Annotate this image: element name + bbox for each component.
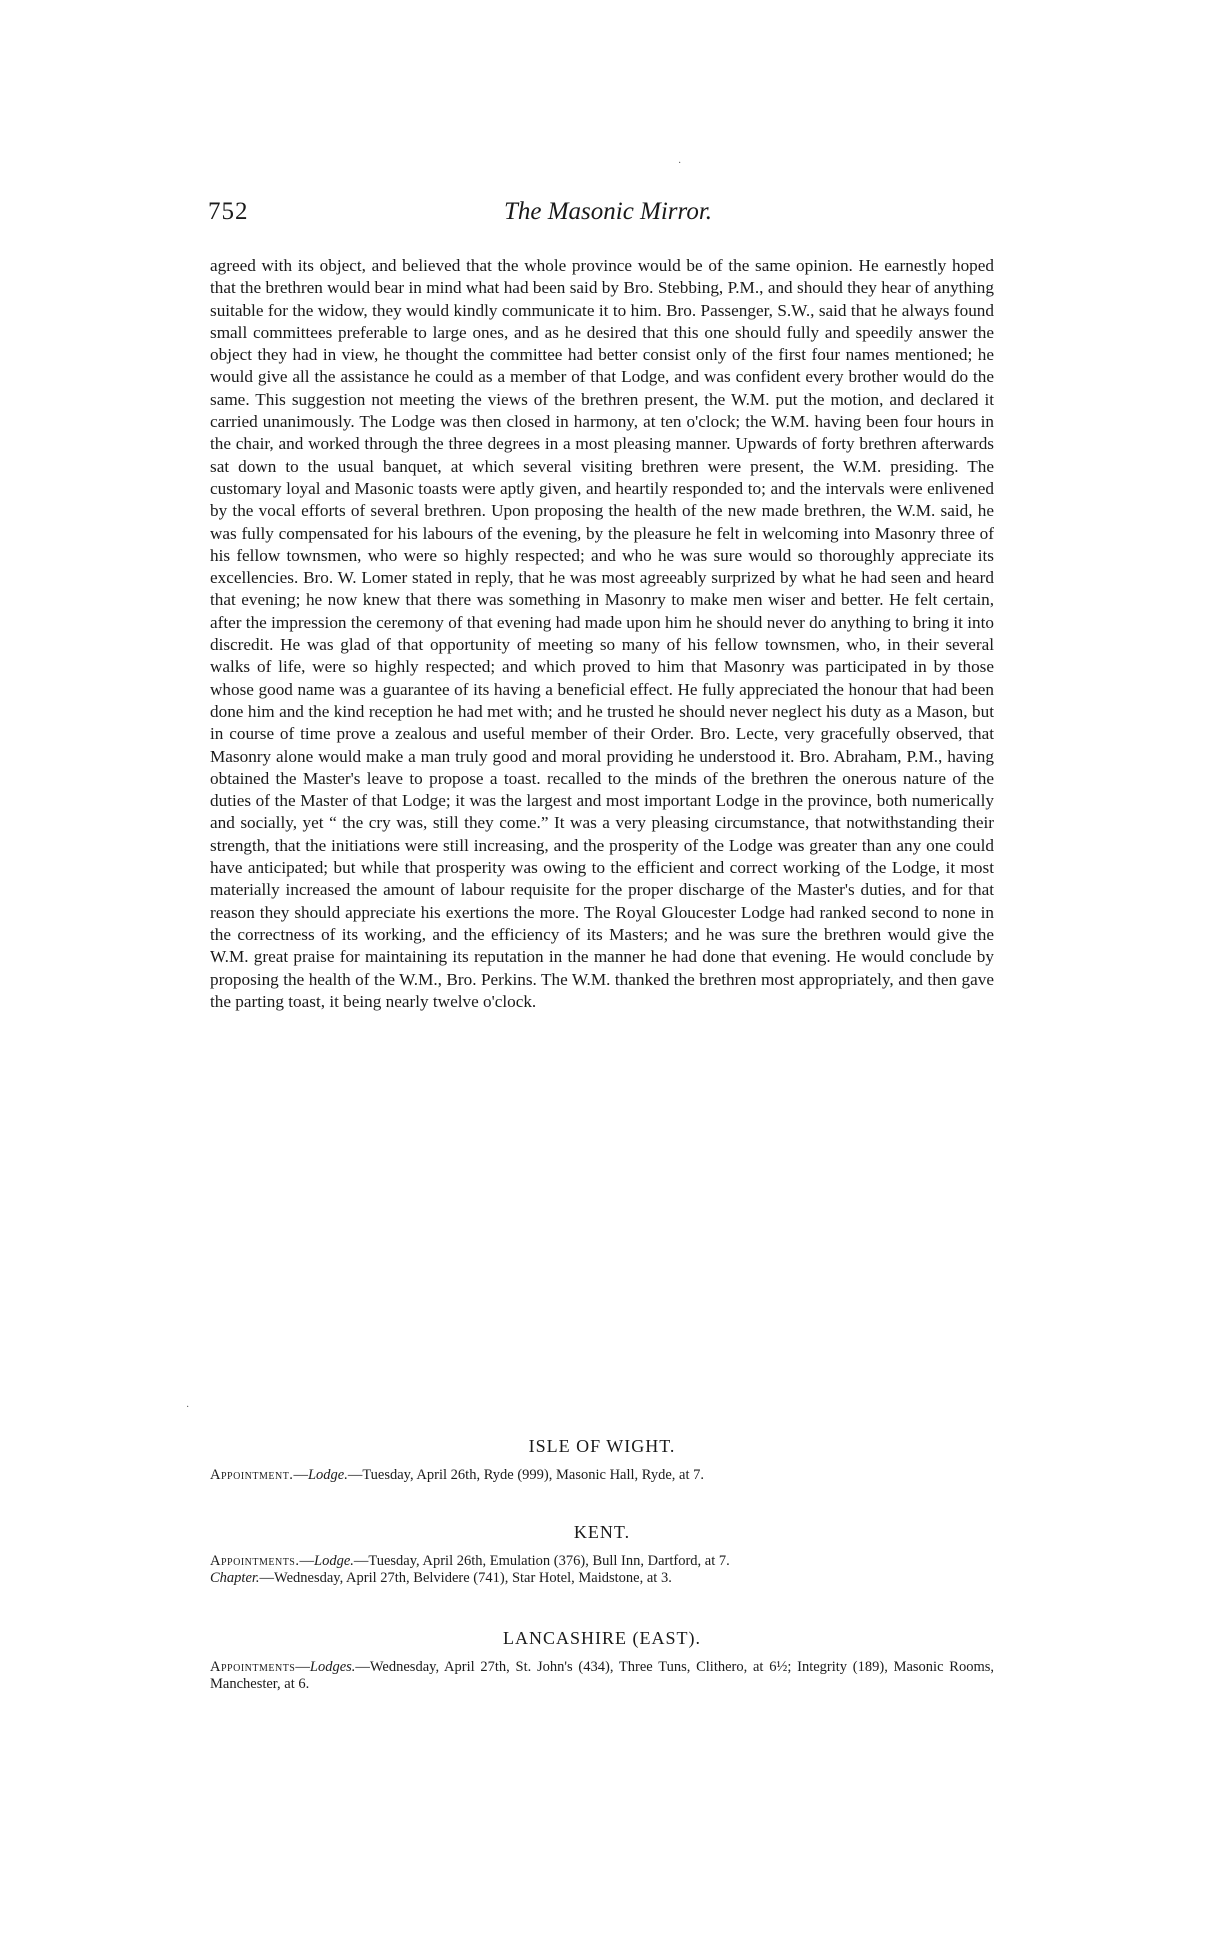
appointment-label: Appointments. bbox=[210, 1553, 300, 1569]
appointment-label: Appointment. bbox=[210, 1467, 294, 1483]
running-title: The Masonic Mirror. bbox=[503, 198, 713, 225]
article-body bbox=[210, 255, 994, 1013]
section-lancashire-east bbox=[210, 1628, 994, 1693]
scan-speck: · bbox=[678, 158, 682, 169]
section-heading: ISLE OF WIGHT. bbox=[528, 1436, 676, 1456]
appointment-text: —Tuesday, April 26th, Emulation (376), Bull Inn, Dartford, at 7. bbox=[353, 1553, 730, 1569]
section-heading: KENT. bbox=[573, 1522, 631, 1542]
appointment-line: Appointment.—Lodge.—Tuesday, April 26th, Ryde (999), Masonic Hall, Ryde, at 7. bbox=[210, 1467, 705, 1483]
appointment-text: —Wednesday, April 27th, St. John's (434), Three Tuns, Clithero, at 6½; Integrity (189), Masonic Rooms, Manchester, at 6. bbox=[210, 1659, 994, 1692]
appointment-label: Appointments bbox=[210, 1659, 296, 1675]
appointment-type: Chapter. bbox=[210, 1570, 260, 1586]
appointment-line bbox=[210, 1570, 994, 1587]
appointment-text: —Wednesday, April 27th, Belvidere (741), Star Hotel, Maidstone, at 3. bbox=[259, 1570, 672, 1586]
appointment-text: —Tuesday, April 26th, Ryde (999), Masonic Hall, Ryde, at 7. bbox=[347, 1467, 705, 1483]
section-heading: LANCASHIRE (EAST). bbox=[503, 1628, 701, 1648]
appointment-type: Lodge. bbox=[314, 1553, 354, 1569]
appointment-type: Lodge. bbox=[307, 1467, 348, 1483]
appointment-type: Lodges. bbox=[309, 1659, 356, 1675]
scan-speck: · bbox=[186, 1402, 190, 1413]
body-paragraph: agreed with its object, and believed that the whole province would be of the same opinion. He earnestly hoped that the brethren would bear in mind what had been said by Bro. Stebbing, P.M., and should they hear of anything suitable for the widow, they would kindly communicate it to him. Bro. Passenger, S.W., said that he always found small committees preferable to large ones, and as he desired that this one should fully and speedily answer the object they had in view, he thought the committee had better consist only of the first four names mentioned; he would give all the assistance he could as a member of that Lodge, and was confident every brother would do the same. This suggestion not meeting the views of the brethren present, the W.M. put the motion, and declared it carried unanimously. The Lodge was then closed in harmony, at ten o'clock; the W.M. having been four hours in the chair, and worked through the three degrees in a most pleasing manner. Upwards of forty brethren afterwards sat down to the usual banquet, at which several visiting brethren were present, the W.M. presiding. The customary loyal and Masonic toasts were aptly given, and heartily responded to; and the intervals were enlivened by the vocal efforts of several brethren. Upon proposing the health of the new made brethren, the W.M. said, he was fully compensated for his labours of the evening, by the pleasure he felt in welcoming into Masonry three of his fellow townsmen, who were so highly respected; and who he was sure would so thoroughly appreciate its excellencies. Bro. W. Lomer stated in reply, that he was most agreeably surprized by what he had seen and heard that evening; he now knew that there was something in Masonry to make men wiser and better. He felt certain, after the impression the ceremony of that evening had made upon him he should never do anything to bring it into discredit. He was glad of that opportunity of meeting so many of his fellow townsmen, who, in their several walks of life, were so highly respected; and which proved to him that Masonry was participated in by those whose good name was a guarantee of its having a beneficial effect. He fully appreciated the honour that had been done him and the kind reception he had met with; and he trusted he should never neglect his duty as a Mason, but in course of time prove a zealous and useful member of their Order. Bro. Lecte, very gracefully observed, that Masonry alone would make a man truly good and moral providing he understood it. Bro. Abraham, P.M., having obtained the Master's leave to propose a toast. recalled to the minds of the brethren the onerous nature of the duties of the Master of that Lodge; it was the largest and most important Lodge in the province, both numerically and socially, yet “ the cry was, still they come.” It was a very pleasing circumstance, that notwithstanding their strength, that the initiations were still increasing, and the prosperity of the Lodge was greater than any one could have anticipated; but while that prosperity was owing to the efficient and correct working of the Lodge, it most materially increased the amount of labour requisite for the proper discharge of the Master's duties, and for that reason they should appreciate his exertions the more. The Royal Gloucester Lodge had ranked second to none in the correctness of its working, and the efficiency of its Masters; and he was sure the brethren would give the W.M. great praise for maintaining its reputation in the manner he had done that evening. He would conclude by proposing the health of the W.M., Bro. Perkins. The W.M. thanked the brethren most appropriately, and then gave the parting toast, it being nearly twelve o'clock. bbox=[210, 256, 994, 1011]
section-kent bbox=[210, 1522, 994, 1587]
appointment-line: Appointments.—Lodge.—Tuesday, April 26th, Emulation (376), Bull Inn, Dartford, at 7. bbox=[210, 1553, 730, 1569]
appointment-line: Appointments—Lodges.—Wednesday, April 27th, St. John's (434), Three Tuns, Clithero, at 6½; Integrity (189), Masonic Rooms, Manchester, at 6. bbox=[210, 1659, 994, 1692]
section-isle-of-wight bbox=[210, 1436, 994, 1484]
page-number: 752 bbox=[208, 198, 249, 225]
page-header bbox=[208, 198, 1008, 238]
